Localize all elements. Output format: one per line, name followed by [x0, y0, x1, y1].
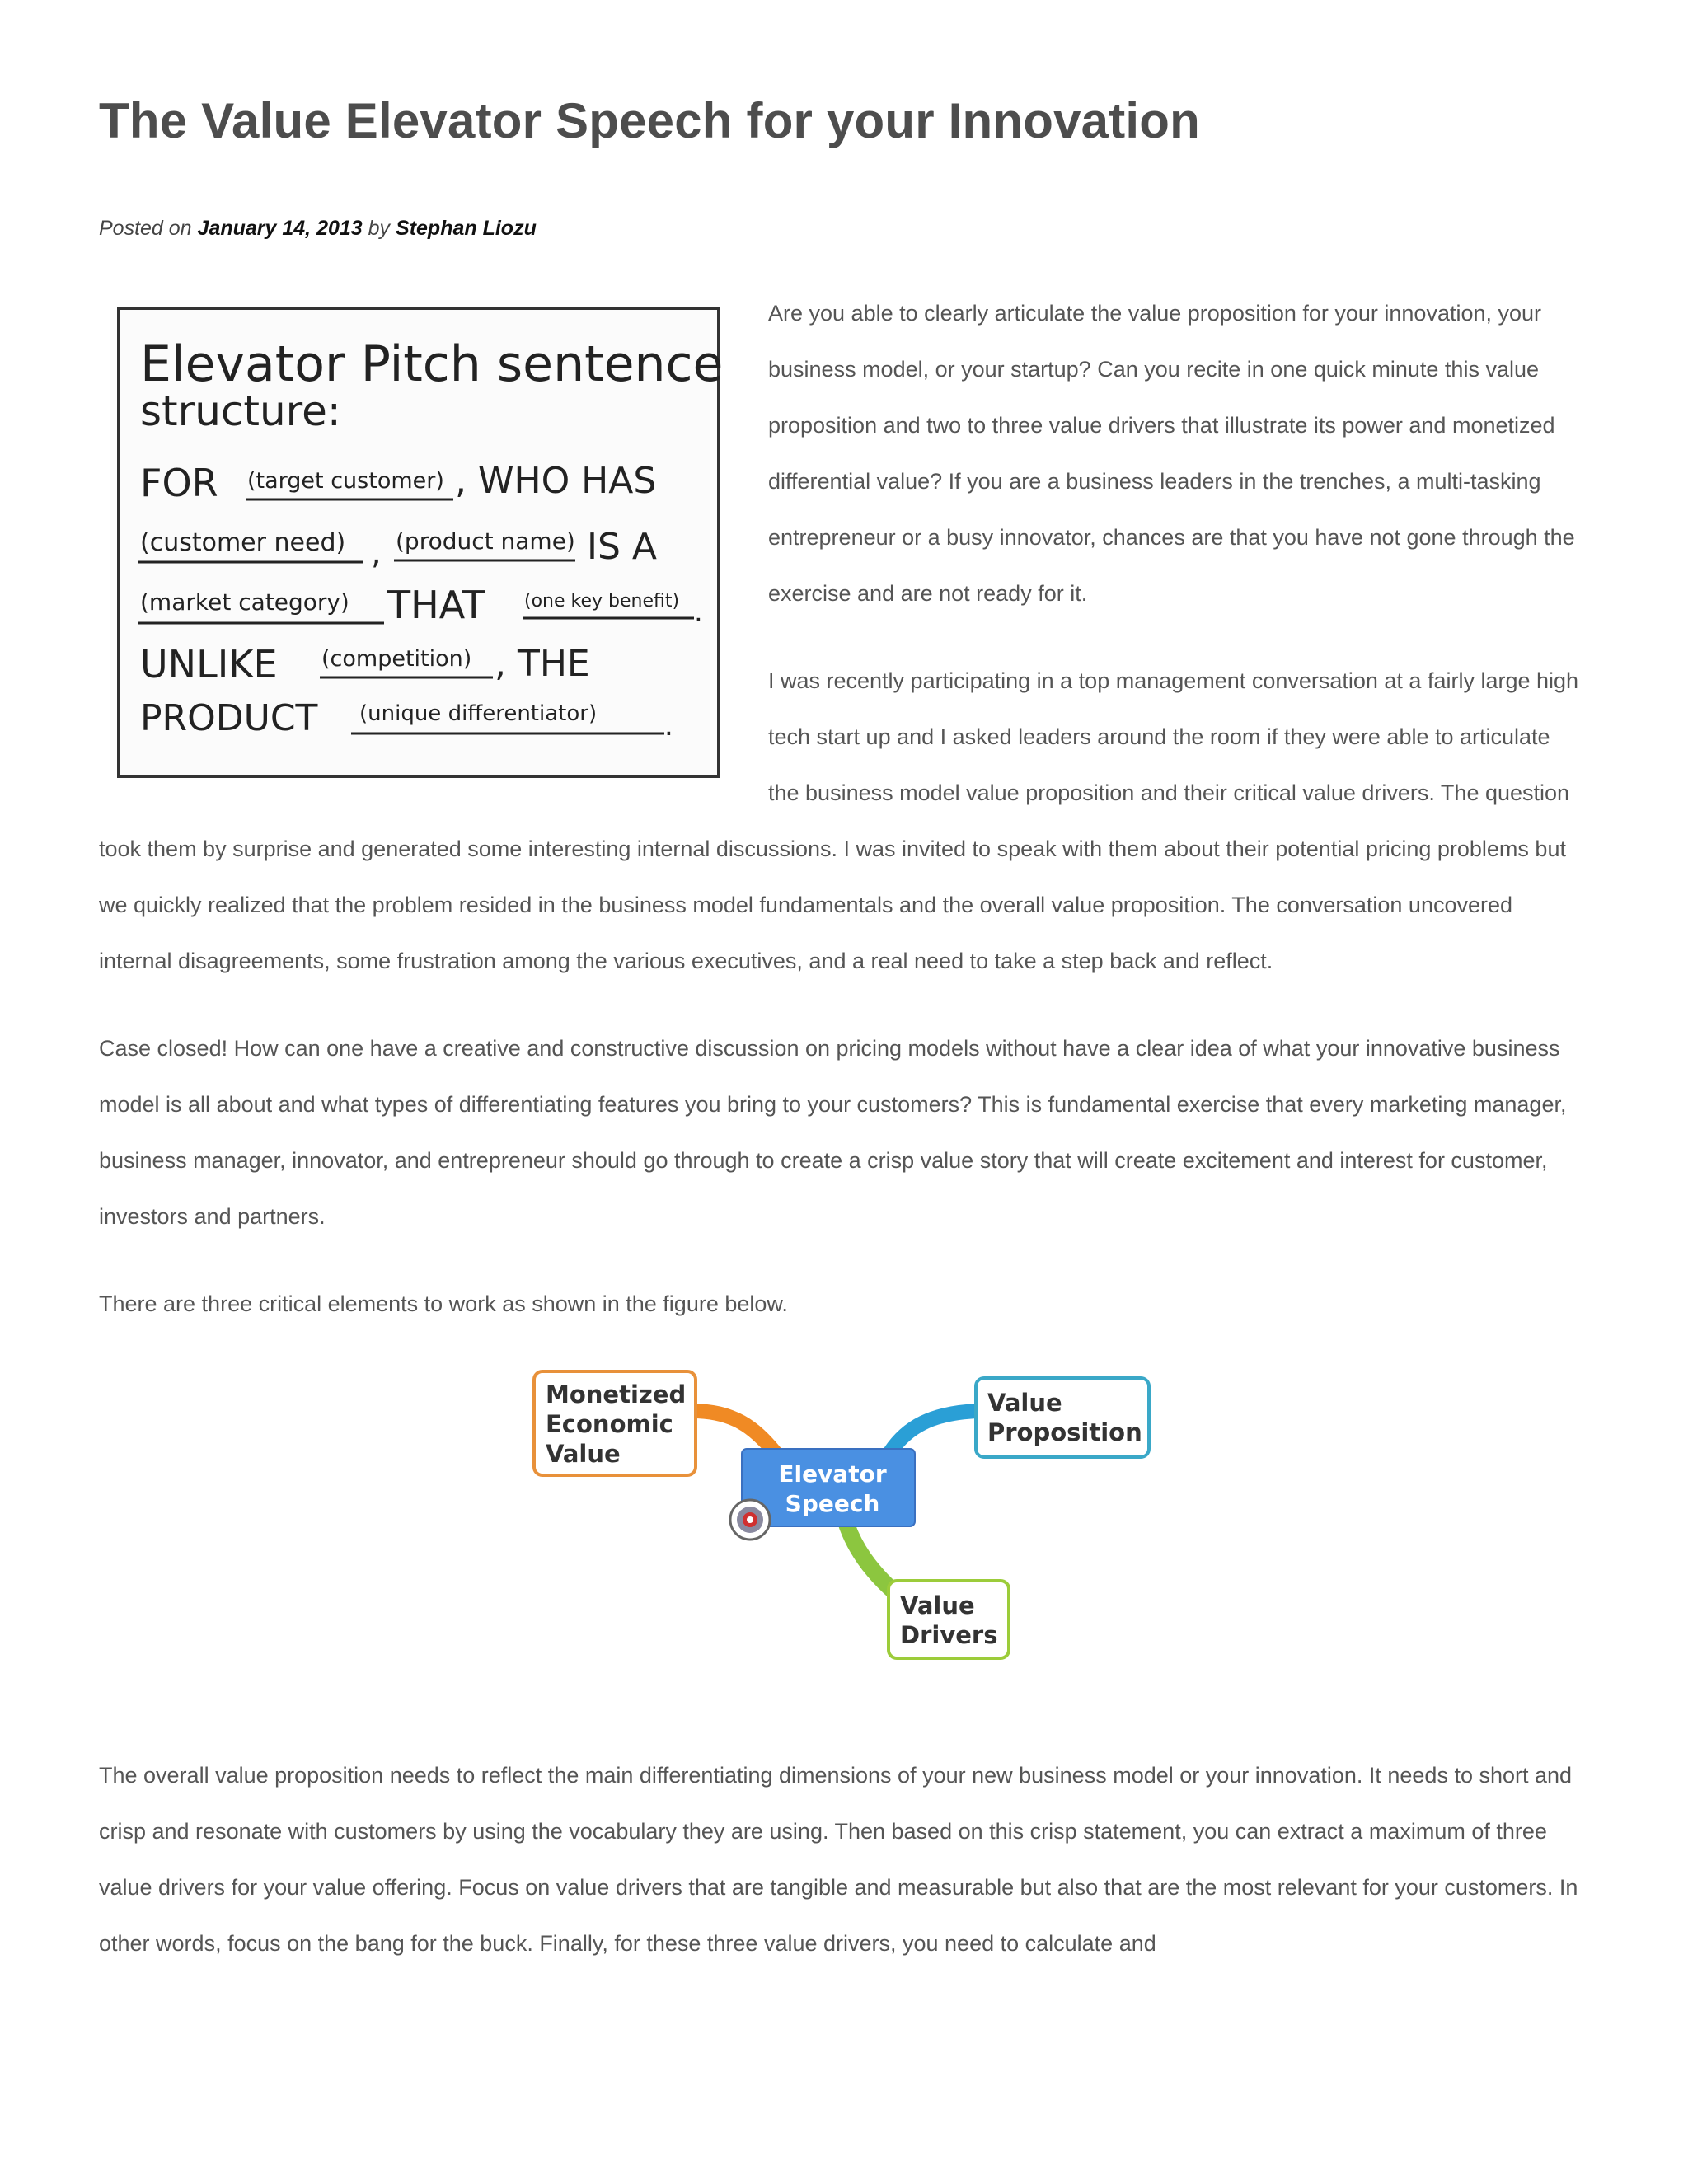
pitch-product-name: (product name) — [396, 527, 575, 555]
pitch-unique-differentiator: (unique differentiator) — [359, 701, 598, 726]
drivers-line2: Drivers — [900, 1621, 998, 1649]
pitch-target-customer: (target customer) — [247, 468, 444, 494]
post-meta — [99, 217, 537, 241]
pitch-product: PRODUCT — [140, 697, 318, 739]
elevator-pitch-image — [107, 298, 735, 786]
author-link[interactable]: Stephan Liozu — [396, 217, 537, 240]
pitch-line1: Elevator Pitch sentence — [140, 335, 724, 393]
paragraph-3: Case closed! How can one have a creative and constructive discussion on pricing models without have a clear idea of what your innovative business model is all about and what types of differentiating features you bring to your customers? This is fundamental exercise that every marketing manager, business manager, innovator, and entrepreneur should go through to create a crisp value story that will create excitement and interest for customer, investors and partners. — [99, 1036, 1567, 1229]
post-date-link[interactable]: January 14, 2013 — [197, 217, 363, 240]
monetized-line1: Monetized — [546, 1380, 687, 1408]
article-title: The Value Elevator Speech for your Innovation — [99, 93, 1200, 148]
pitch-for: FOR — [140, 461, 218, 505]
proposition-line1: Value — [987, 1389, 1062, 1417]
pitch-is-a: IS A — [587, 526, 657, 568]
pitch-line2: structure: — [140, 387, 341, 435]
pitch-customer-need: (customer need) — [140, 528, 346, 557]
pitch-the: , THE — [495, 643, 590, 685]
drivers-line1: Value — [900, 1591, 975, 1619]
pitch-who-has: , WHO HAS — [455, 460, 657, 502]
pitch-period1: . — [694, 596, 703, 629]
pitch-unlike: UNLIKE — [140, 642, 278, 687]
pitch-competition: (competition) — [321, 646, 472, 672]
pitch-one-key-benefit: (one key benefit) — [524, 591, 680, 612]
monetized-line2: Economic — [546, 1410, 673, 1438]
elevator-speech-mindmap — [99, 1361, 1582, 1698]
pitch-market-category: (market category) — [140, 588, 349, 616]
pitch-that: THAT — [387, 583, 485, 627]
center-line2: Speech — [785, 1490, 880, 1517]
pitch-period2: . — [664, 710, 673, 743]
article-body — [99, 285, 1582, 2003]
monetized-line3: Value — [546, 1440, 621, 1468]
paragraph-5: The overall value proposition needs to reflect the main differentiating dimensions of your new business model or your innovation. It needs to short and crisp and resonate with customers by using the vocabulary they are using. Then based on this crisp statement, you can extract a maximum of three value drivers for your value offering. Focus on value drivers that are tangible and measurable but also that are the most relevant for your customers. In other words, focus on the bang for the buck. Finally, for these three value drivers, you need to calculate and — [99, 1763, 1578, 1956]
paragraph-1: Are you able to clearly articulate the value proposition for your innovation, your business model, or your startup? Can you recite in one quick minute this value proposition and two to three value drivers that illustrate its power and monetized differential value? If you are a business leaders in the trenches, a multi-tasking entrepreneur or a busy innovator, chances are that you have not gone through the exercise and are not ready for it. — [768, 301, 1575, 606]
paragraph-4: There are three critical elements to work as shown in the figure below. — [99, 1291, 788, 1316]
proposition-line2: Proposition — [987, 1418, 1142, 1446]
target-icon — [730, 1500, 770, 1540]
posted-on-label: Posted on — [99, 217, 192, 240]
paragraph-2: I was recently participating in a top management conversation at a fairly large high tech start up and I asked leaders around the room if they were able to articulate the business model value proposition and their critical value drivers. The question took them by surprise and generated some interesting internal discussions. I was invited to speak with them about their potential pricing problems but we quickly realized that the problem resided in the business model fundamentals and the overall value proposition. The conversation uncovered internal disagreements, some frustration among the various executives, and a real need to take a step back and reflect. — [99, 668, 1579, 973]
center-line1: Elevator — [778, 1460, 887, 1488]
pitch-comma: , — [371, 534, 382, 572]
by-label: by — [368, 217, 391, 240]
